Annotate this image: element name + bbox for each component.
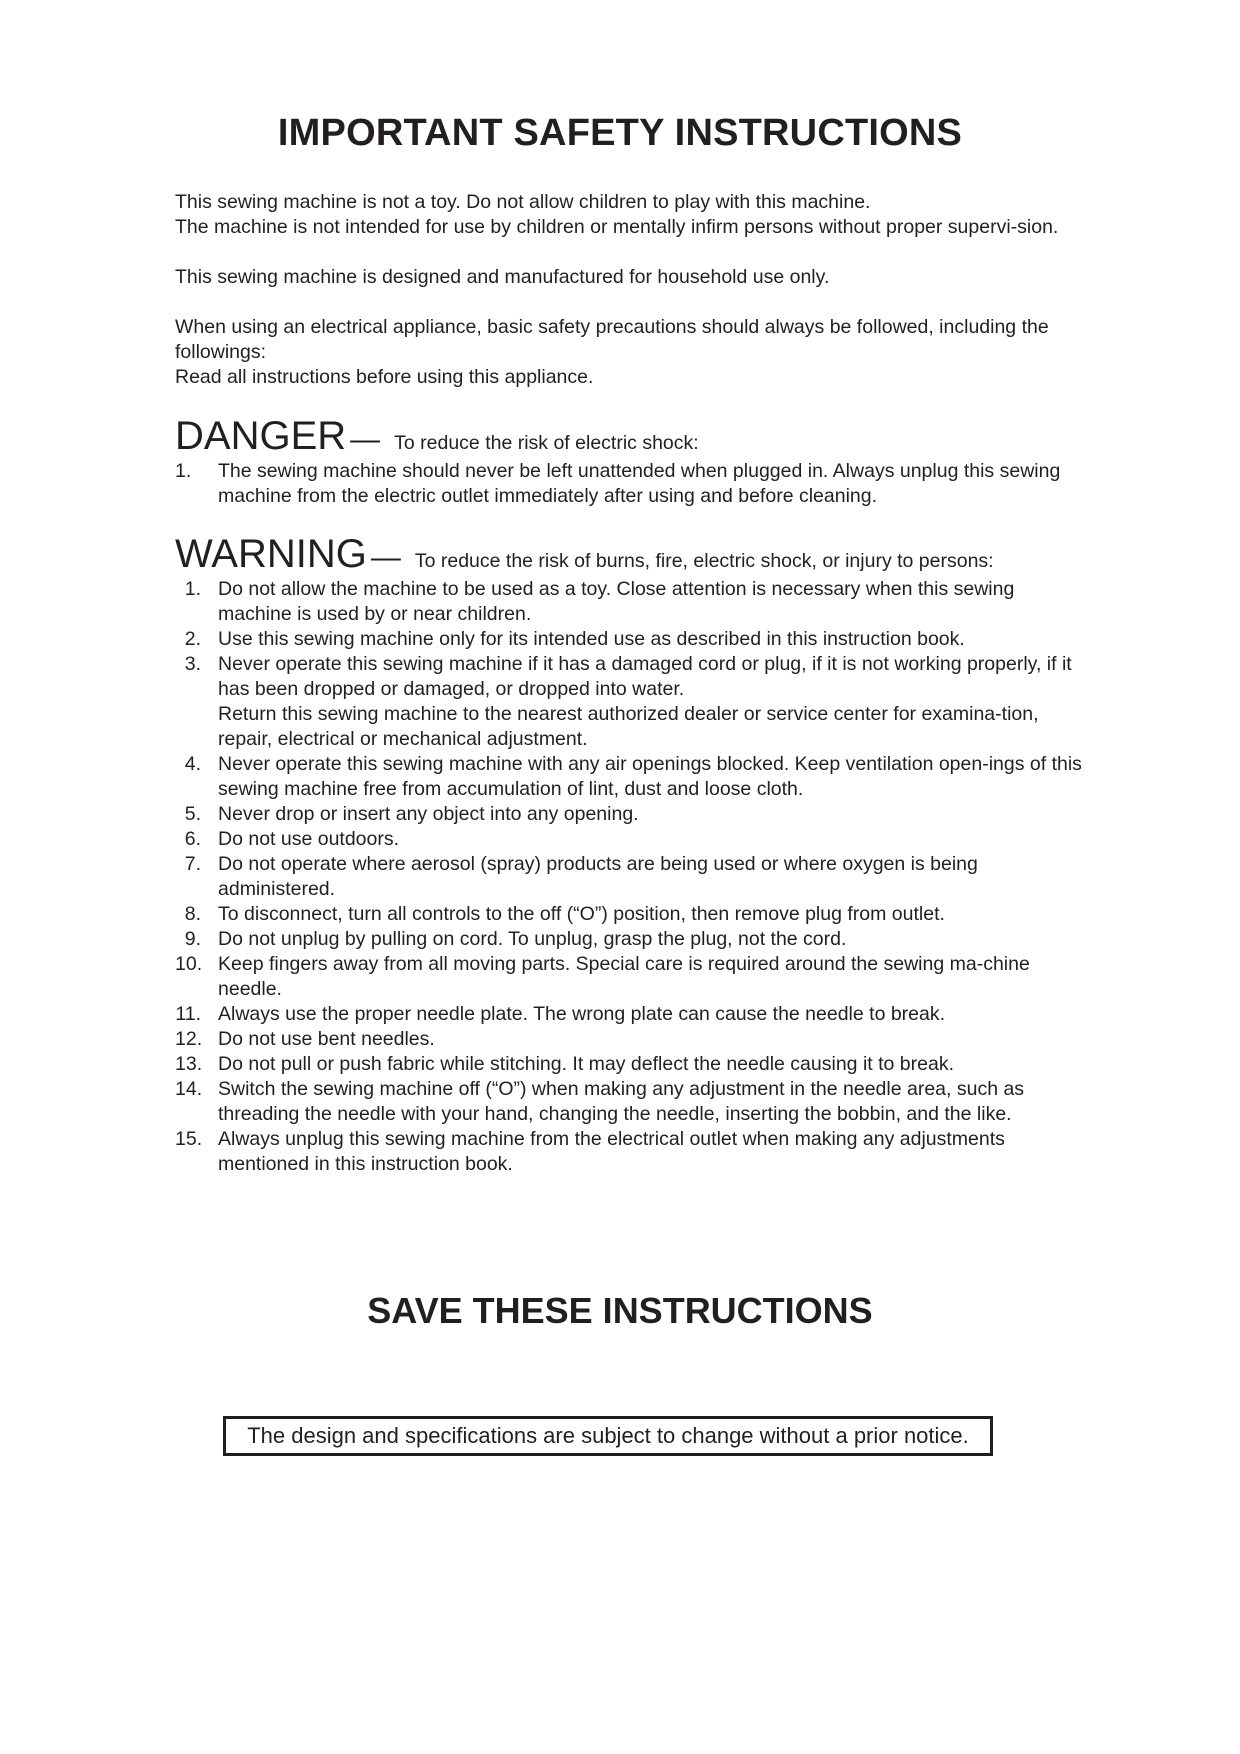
list-item [175, 1027, 1085, 1052]
item-text: Never drop or insert any object into any opening. [218, 803, 639, 825]
item-number: 15. [175, 1128, 203, 1150]
intro-text: The machine is not intended for use by children or mentally infirm persons without proper supervi-sion. [175, 216, 1059, 238]
content-body [175, 190, 1085, 1177]
list-item [175, 952, 1085, 1002]
danger-subtitle: To reduce the risk of electric shock: [394, 432, 699, 454]
intro-paragraph-2 [175, 265, 1085, 290]
item-text: Keep fingers away from all moving parts. Special care is required around the sewing ma-chine needle. [218, 953, 1030, 1000]
heading-dash: — [350, 423, 381, 456]
item-text: Do not allow the machine to be used as a toy. Close attention is necessary when this sewing machine is used by or near children. [218, 578, 1015, 625]
intro-paragraph-3 [175, 315, 1085, 390]
list-item [175, 459, 1085, 509]
list-item [175, 1002, 1085, 1027]
intro-paragraph-1 [175, 190, 1085, 240]
list-item [175, 577, 1085, 627]
intro-text: Read all instructions before using this appliance. [175, 366, 594, 388]
warning-label: WARNING [175, 532, 367, 576]
save-instructions-title: SAVE THESE INSTRUCTIONS [367, 1290, 873, 1331]
danger-label: DANGER [175, 414, 347, 458]
heading-dash: — [370, 541, 401, 574]
item-text: Switch the sewing machine off (“O”) when making any adjustment in the needle area, such as threading the needle with your hand, changing the needle, inserting the bobbin, and the like. [218, 1078, 1025, 1125]
warning-subtitle: To reduce the risk of burns, fire, electric shock, or injury to persons: [414, 550, 994, 572]
item-text: Never operate this sewing machine with any air openings blocked. Keep ventilation open-ings of this sewing machine free from accumulation of lint, dust and loose cloth. [218, 753, 1082, 800]
danger-heading [175, 415, 1085, 457]
item-number: 6. [184, 828, 201, 850]
item-text-extra: Return this sewing machine to the nearest authorized dealer or service center for examina-tion, repair, electrical or mechanical adjustment. [218, 703, 1039, 750]
list-item [175, 827, 1085, 852]
danger-list [175, 459, 1085, 509]
list-item [175, 902, 1085, 927]
item-number: 11. [175, 1003, 201, 1025]
item-number: 5. [184, 803, 201, 825]
page-title: IMPORTANT SAFETY INSTRUCTIONS [277, 112, 963, 154]
item-text: To disconnect, turn all controls to the off (“O”) position, then remove plug from outlet. [218, 903, 945, 925]
item-number: 1. [175, 460, 192, 482]
item-number: 9. [184, 928, 201, 950]
notice-box: The design and specifications are subject to change without a prior notice. [223, 1416, 993, 1456]
item-text: Do not operate where aerosol (spray) products are being used or where oxygen is being administered. [218, 853, 978, 900]
item-number: 7. [184, 853, 201, 875]
item-text: Do not unplug by pulling on cord. To unplug, grasp the plug, not the cord. [218, 928, 847, 950]
item-number: 13. [175, 1053, 203, 1075]
intro-text: This sewing machine is not a toy. Do not allow children to play with this machine. [175, 191, 871, 213]
item-number: 1. [184, 578, 201, 600]
item-text: Do not use outdoors. [218, 828, 400, 850]
list-item [175, 1077, 1085, 1127]
list-item [175, 752, 1085, 802]
item-number: 4. [184, 753, 201, 775]
list-item [175, 627, 1085, 652]
warning-list [175, 577, 1085, 1177]
list-item [175, 1127, 1085, 1177]
warning-heading [175, 533, 1085, 575]
item-text: Do not use bent needles. [218, 1028, 435, 1050]
item-text: The sewing machine should never be left unattended when plugged in. Always unplug this sewing machine from the electric outlet immediately after using and before cleaning. [218, 460, 1061, 507]
list-item [175, 802, 1085, 827]
intro-text: This sewing machine is designed and manufactured for household use only. [175, 266, 830, 288]
item-number: 10. [175, 953, 203, 975]
list-item [175, 927, 1085, 952]
item-number: 12. [175, 1028, 203, 1050]
item-number: 8. [184, 903, 201, 925]
item-text: Do not pull or push fabric while stitching. It may deflect the needle causing it to break. [218, 1053, 954, 1075]
list-item [175, 1052, 1085, 1077]
item-number: 3. [184, 653, 201, 675]
list-item [175, 652, 1085, 752]
item-text: Always unplug this sewing machine from the electrical outlet when making any adjustments mentioned in this instruction book. [218, 1128, 1005, 1175]
intro-text: When using an electrical appliance, basic safety precautions should always be followed, including the followings: [175, 316, 1049, 363]
list-item [175, 852, 1085, 902]
item-text: Always use the proper needle plate. The wrong plate can cause the needle to break. [218, 1003, 946, 1025]
item-text: Never operate this sewing machine if it has a damaged cord or plug, if it is not working properly, if it has been dropped or damaged, or dropped into water. [218, 653, 1072, 700]
item-number: 14. [175, 1078, 203, 1100]
item-number: 2. [184, 628, 201, 650]
item-text: Use this sewing machine only for its intended use as described in this instruction book. [218, 628, 965, 650]
